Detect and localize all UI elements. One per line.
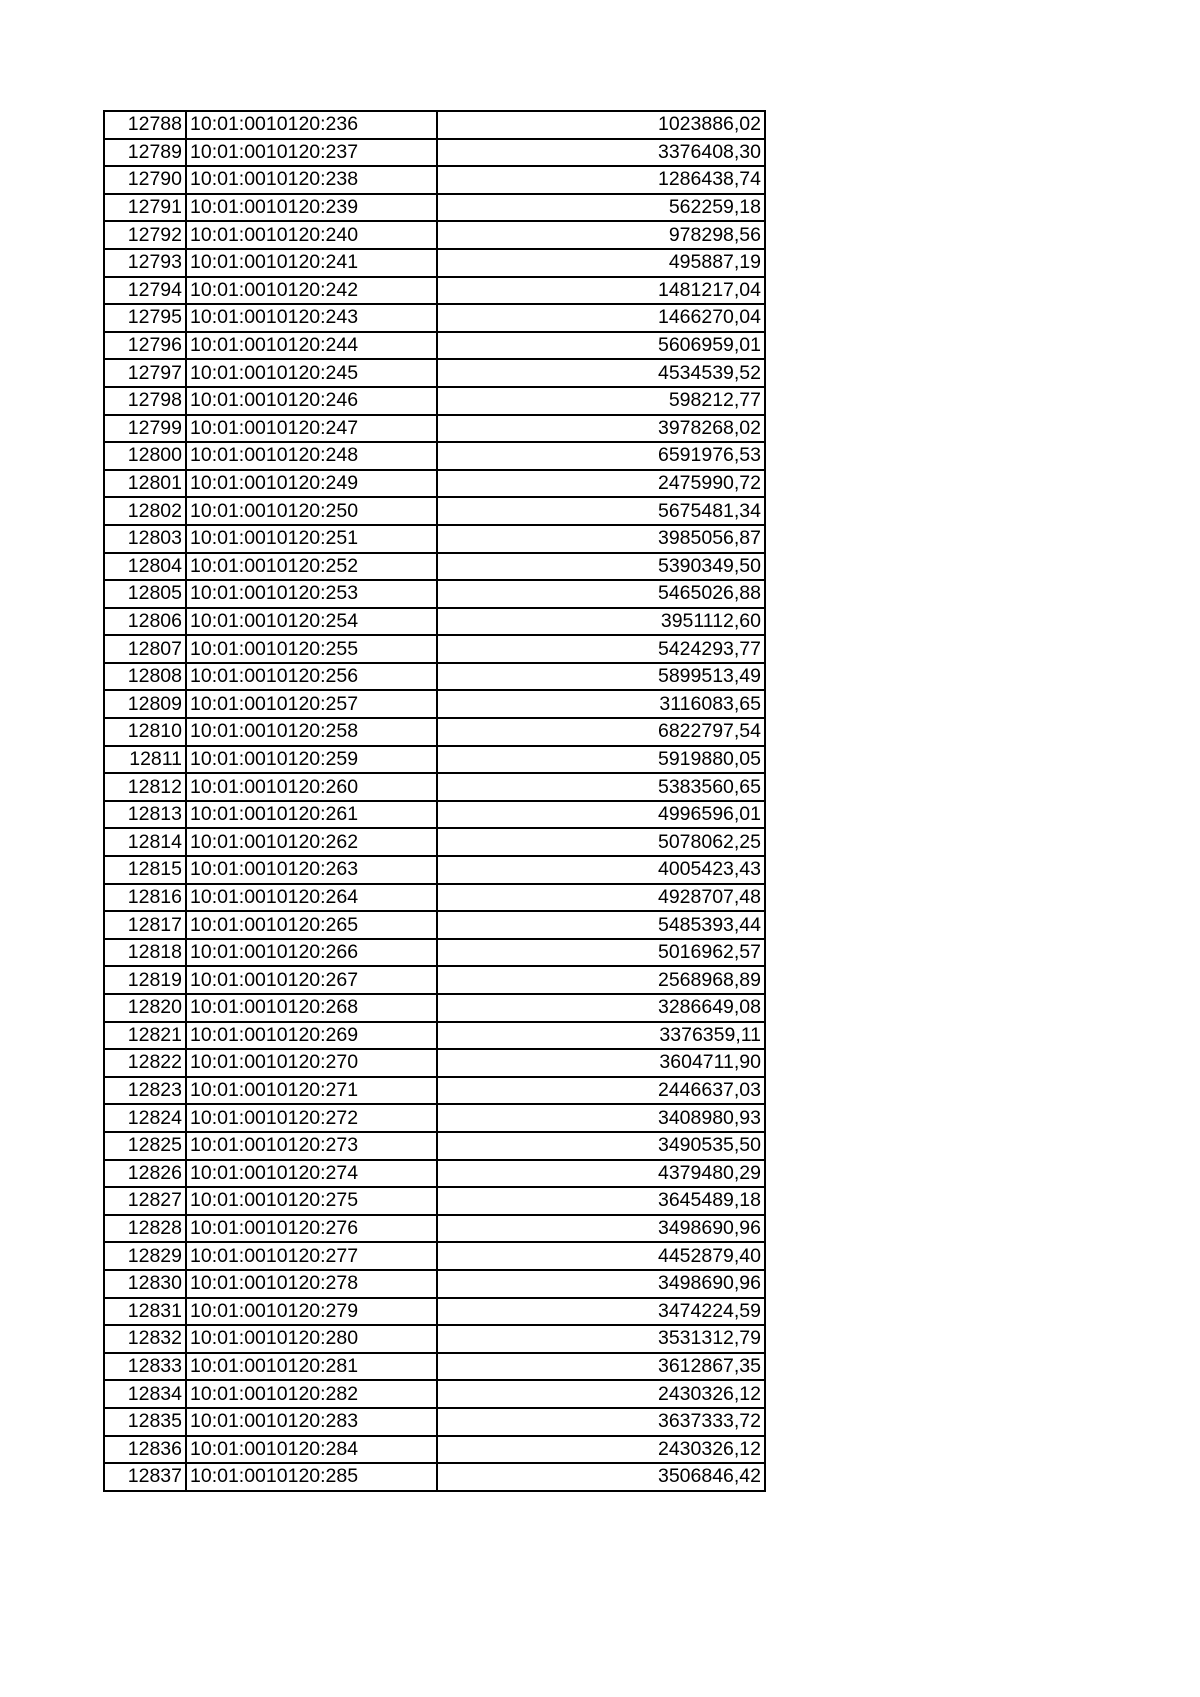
value-cell: 3531312,79 <box>437 1325 765 1353</box>
cadastral-number-cell: 10:01:0010120:245 <box>186 359 437 387</box>
table-row <box>104 773 765 801</box>
row-number-cell: 12807 <box>104 635 186 663</box>
table-row <box>104 1077 765 1105</box>
cadastral-number-cell: 10:01:0010120:238 <box>186 166 437 194</box>
table-row <box>104 1436 765 1464</box>
value-cell: 3506846,42 <box>437 1463 765 1491</box>
row-number-cell: 12801 <box>104 470 186 498</box>
cadastral-number-cell: 10:01:0010120:274 <box>186 1160 437 1188</box>
cadastral-number-cell: 10:01:0010120:265 <box>186 911 437 939</box>
table-row <box>104 553 765 581</box>
cadastral-number-cell: 10:01:0010120:272 <box>186 1104 437 1132</box>
value-cell: 562259,18 <box>437 194 765 222</box>
row-number-cell: 12814 <box>104 828 186 856</box>
row-number-cell: 12806 <box>104 608 186 636</box>
row-number-cell: 12826 <box>104 1160 186 1188</box>
table-row <box>104 718 765 746</box>
row-number-cell: 12819 <box>104 966 186 994</box>
table-row <box>104 746 765 774</box>
row-number-cell: 12824 <box>104 1104 186 1132</box>
cadastral-number-cell: 10:01:0010120:260 <box>186 773 437 801</box>
value-cell: 2475990,72 <box>437 470 765 498</box>
row-number-cell: 12793 <box>104 249 186 277</box>
value-cell: 5390349,50 <box>437 553 765 581</box>
cadastral-number-cell: 10:01:0010120:261 <box>186 801 437 829</box>
table-row <box>104 884 765 912</box>
value-cell: 3116083,65 <box>437 690 765 718</box>
value-cell: 5606959,01 <box>437 332 765 360</box>
value-cell: 3376359,11 <box>437 1022 765 1050</box>
value-cell: 3637333,72 <box>437 1408 765 1436</box>
row-number-cell: 12833 <box>104 1353 186 1381</box>
table-row <box>104 966 765 994</box>
row-number-cell: 12799 <box>104 415 186 443</box>
cadastral-number-cell: 10:01:0010120:284 <box>186 1436 437 1464</box>
value-cell: 5465026,88 <box>437 580 765 608</box>
table-row <box>104 249 765 277</box>
value-cell: 6822797,54 <box>437 718 765 746</box>
cadastral-number-cell: 10:01:0010120:276 <box>186 1215 437 1243</box>
table-row <box>104 939 765 967</box>
cadastral-number-cell: 10:01:0010120:250 <box>186 497 437 525</box>
value-cell: 5383560,65 <box>437 773 765 801</box>
value-cell: 5016962,57 <box>437 939 765 967</box>
value-cell: 4928707,48 <box>437 884 765 912</box>
cadastral-number-cell: 10:01:0010120:267 <box>186 966 437 994</box>
table-row <box>104 1049 765 1077</box>
table-row <box>104 277 765 305</box>
table-row <box>104 1215 765 1243</box>
cadastral-number-cell: 10:01:0010120:255 <box>186 635 437 663</box>
value-cell: 1466270,04 <box>437 304 765 332</box>
table-row <box>104 1325 765 1353</box>
row-number-cell: 12809 <box>104 690 186 718</box>
row-number-cell: 12805 <box>104 580 186 608</box>
row-number-cell: 12827 <box>104 1187 186 1215</box>
value-cell: 3645489,18 <box>437 1187 765 1215</box>
value-cell: 4452879,40 <box>437 1242 765 1270</box>
value-cell: 3490535,50 <box>437 1132 765 1160</box>
value-cell: 4534539,52 <box>437 359 765 387</box>
value-cell: 5675481,34 <box>437 497 765 525</box>
value-cell: 5078062,25 <box>437 828 765 856</box>
table-row <box>104 580 765 608</box>
row-number-cell: 12808 <box>104 663 186 691</box>
table-row <box>104 690 765 718</box>
row-number-cell: 12804 <box>104 553 186 581</box>
table-row <box>104 1270 765 1298</box>
cadastral-number-cell: 10:01:0010120:273 <box>186 1132 437 1160</box>
row-number-cell: 12818 <box>104 939 186 967</box>
cadastral-number-cell: 10:01:0010120:266 <box>186 939 437 967</box>
table-row <box>104 470 765 498</box>
table-row <box>104 387 765 415</box>
value-cell: 3286649,08 <box>437 994 765 1022</box>
row-number-cell: 12822 <box>104 1049 186 1077</box>
row-number-cell: 12821 <box>104 1022 186 1050</box>
cadastral-number-cell: 10:01:0010120:247 <box>186 415 437 443</box>
row-number-cell: 12790 <box>104 166 186 194</box>
cadastral-number-cell: 10:01:0010120:242 <box>186 277 437 305</box>
cadastral-number-cell: 10:01:0010120:281 <box>186 1353 437 1381</box>
table-row <box>104 1408 765 1436</box>
value-cell: 5424293,77 <box>437 635 765 663</box>
table-row <box>104 497 765 525</box>
value-cell: 3474224,59 <box>437 1298 765 1326</box>
value-cell: 2430326,12 <box>437 1380 765 1408</box>
cadastral-number-cell: 10:01:0010120:269 <box>186 1022 437 1050</box>
cadastral-number-cell: 10:01:0010120:241 <box>186 249 437 277</box>
cadastral-number-cell: 10:01:0010120:258 <box>186 718 437 746</box>
value-cell: 3604711,90 <box>437 1049 765 1077</box>
cadastral-number-cell: 10:01:0010120:279 <box>186 1298 437 1326</box>
cadastral-number-cell: 10:01:0010120:283 <box>186 1408 437 1436</box>
value-cell: 2568968,89 <box>437 966 765 994</box>
cadastral-number-cell: 10:01:0010120:252 <box>186 553 437 581</box>
table-row <box>104 442 765 470</box>
row-number-cell: 12817 <box>104 911 186 939</box>
cadastral-number-cell: 10:01:0010120:277 <box>186 1242 437 1270</box>
value-cell: 598212,77 <box>437 387 765 415</box>
row-number-cell: 12832 <box>104 1325 186 1353</box>
value-cell: 2430326,12 <box>437 1436 765 1464</box>
cadastral-number-cell: 10:01:0010120:240 <box>186 221 437 249</box>
row-number-cell: 12823 <box>104 1077 186 1105</box>
cadastral-number-cell: 10:01:0010120:264 <box>186 884 437 912</box>
cadastral-number-cell: 10:01:0010120:278 <box>186 1270 437 1298</box>
row-number-cell: 12797 <box>104 359 186 387</box>
cadastral-number-cell: 10:01:0010120:239 <box>186 194 437 222</box>
row-number-cell: 12816 <box>104 884 186 912</box>
row-number-cell: 12800 <box>104 442 186 470</box>
table-row <box>104 1380 765 1408</box>
table-row <box>104 1353 765 1381</box>
row-number-cell: 12811 <box>104 746 186 774</box>
table-row <box>104 111 765 139</box>
table-row <box>104 635 765 663</box>
value-cell: 1481217,04 <box>437 277 765 305</box>
cadastral-number-cell: 10:01:0010120:256 <box>186 663 437 691</box>
row-number-cell: 12813 <box>104 801 186 829</box>
cadastral-number-cell: 10:01:0010120:236 <box>186 111 437 139</box>
table-row <box>104 332 765 360</box>
value-cell: 495887,19 <box>437 249 765 277</box>
cadastral-number-cell: 10:01:0010120:259 <box>186 746 437 774</box>
cadastral-number-cell: 10:01:0010120:262 <box>186 828 437 856</box>
row-number-cell: 12825 <box>104 1132 186 1160</box>
table-body <box>104 111 765 1491</box>
cadastral-number-cell: 10:01:0010120:253 <box>186 580 437 608</box>
cadastral-number-cell: 10:01:0010120:244 <box>186 332 437 360</box>
row-number-cell: 12835 <box>104 1408 186 1436</box>
value-cell: 3612867,35 <box>437 1353 765 1381</box>
table-row <box>104 304 765 332</box>
row-number-cell: 12829 <box>104 1242 186 1270</box>
table-row <box>104 663 765 691</box>
value-cell: 4996596,01 <box>437 801 765 829</box>
cadastral-number-cell: 10:01:0010120:285 <box>186 1463 437 1491</box>
row-number-cell: 12837 <box>104 1463 186 1491</box>
row-number-cell: 12828 <box>104 1215 186 1243</box>
cadastral-number-cell: 10:01:0010120:263 <box>186 856 437 884</box>
row-number-cell: 12810 <box>104 718 186 746</box>
table-row <box>104 1022 765 1050</box>
row-number-cell: 12834 <box>104 1380 186 1408</box>
cadastral-number-cell: 10:01:0010120:275 <box>186 1187 437 1215</box>
table-row <box>104 194 765 222</box>
row-number-cell: 12795 <box>104 304 186 332</box>
value-cell: 5919880,05 <box>437 746 765 774</box>
table-row <box>104 828 765 856</box>
table-row <box>104 1104 765 1132</box>
value-cell: 978298,56 <box>437 221 765 249</box>
row-number-cell: 12802 <box>104 497 186 525</box>
cadastral-number-cell: 10:01:0010120:246 <box>186 387 437 415</box>
value-cell: 3951112,60 <box>437 608 765 636</box>
cadastral-number-cell: 10:01:0010120:270 <box>186 1049 437 1077</box>
cadastral-number-cell: 10:01:0010120:257 <box>186 690 437 718</box>
row-number-cell: 12788 <box>104 111 186 139</box>
table-row <box>104 801 765 829</box>
cadastral-number-cell: 10:01:0010120:243 <box>186 304 437 332</box>
cadastral-number-cell: 10:01:0010120:254 <box>186 608 437 636</box>
row-number-cell: 12791 <box>104 194 186 222</box>
cadastral-number-cell: 10:01:0010120:282 <box>186 1380 437 1408</box>
value-cell: 6591976,53 <box>437 442 765 470</box>
cadastral-number-cell: 10:01:0010120:237 <box>186 139 437 167</box>
table-row <box>104 608 765 636</box>
cadastral-number-cell: 10:01:0010120:251 <box>186 525 437 553</box>
value-cell: 3376408,30 <box>437 139 765 167</box>
cadastral-number-cell: 10:01:0010120:280 <box>186 1325 437 1353</box>
table-row <box>104 139 765 167</box>
value-cell: 1023886,02 <box>437 111 765 139</box>
table-row <box>104 994 765 1022</box>
cadastral-number-cell: 10:01:0010120:248 <box>186 442 437 470</box>
table-row <box>104 1298 765 1326</box>
value-cell: 4005423,43 <box>437 856 765 884</box>
table-row <box>104 911 765 939</box>
table-row <box>104 1160 765 1188</box>
row-number-cell: 12789 <box>104 139 186 167</box>
value-cell: 3978268,02 <box>437 415 765 443</box>
table-row <box>104 525 765 553</box>
value-cell: 5485393,44 <box>437 911 765 939</box>
row-number-cell: 12820 <box>104 994 186 1022</box>
table-row <box>104 856 765 884</box>
cadastral-number-cell: 10:01:0010120:249 <box>186 470 437 498</box>
table-row <box>104 1242 765 1270</box>
value-cell: 3408980,93 <box>437 1104 765 1132</box>
table-row <box>104 359 765 387</box>
table-row <box>104 221 765 249</box>
row-number-cell: 12803 <box>104 525 186 553</box>
cadastral-number-cell: 10:01:0010120:271 <box>186 1077 437 1105</box>
value-cell: 3985056,87 <box>437 525 765 553</box>
data-table <box>103 110 766 1492</box>
row-number-cell: 12798 <box>104 387 186 415</box>
value-cell: 3498690,96 <box>437 1270 765 1298</box>
value-cell: 5899513,49 <box>437 663 765 691</box>
row-number-cell: 12794 <box>104 277 186 305</box>
row-number-cell: 12792 <box>104 221 186 249</box>
row-number-cell: 12815 <box>104 856 186 884</box>
table-row <box>104 1463 765 1491</box>
table-row <box>104 1132 765 1160</box>
row-number-cell: 12831 <box>104 1298 186 1326</box>
table-row <box>104 166 765 194</box>
table-row <box>104 1187 765 1215</box>
value-cell: 2446637,03 <box>437 1077 765 1105</box>
value-cell: 3498690,96 <box>437 1215 765 1243</box>
table-row <box>104 415 765 443</box>
row-number-cell: 12812 <box>104 773 186 801</box>
row-number-cell: 12836 <box>104 1436 186 1464</box>
value-cell: 4379480,29 <box>437 1160 765 1188</box>
row-number-cell: 12830 <box>104 1270 186 1298</box>
row-number-cell: 12796 <box>104 332 186 360</box>
cadastral-number-cell: 10:01:0010120:268 <box>186 994 437 1022</box>
value-cell: 1286438,74 <box>437 166 765 194</box>
